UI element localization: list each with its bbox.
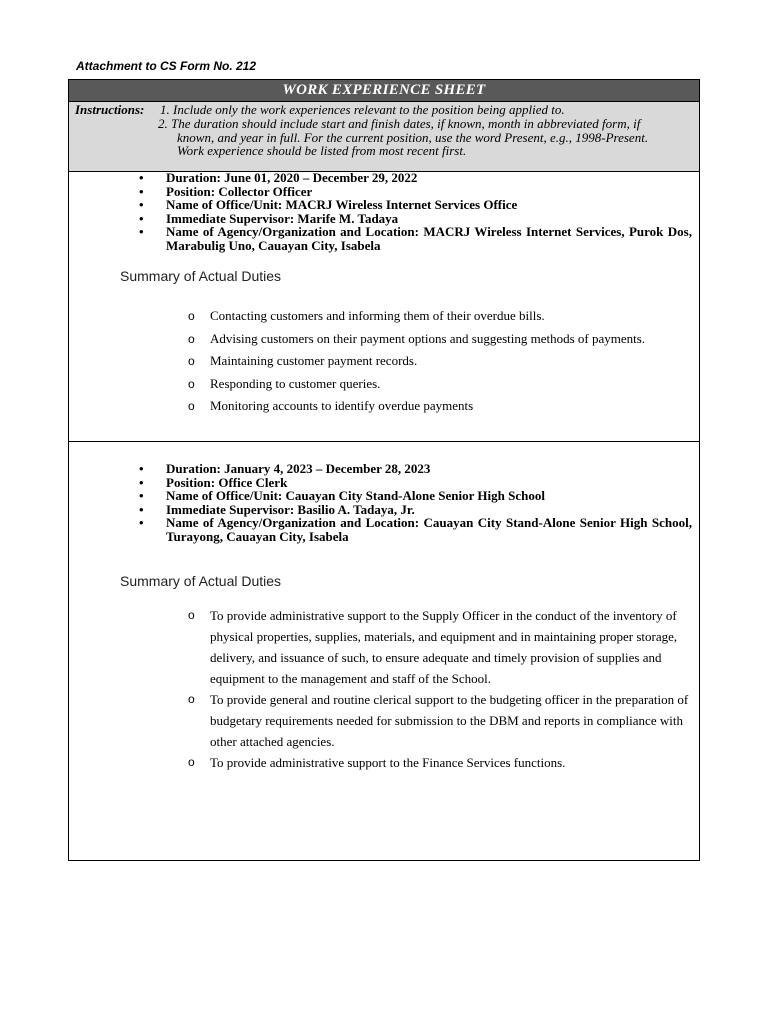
- detail-supervisor: [139, 503, 692, 517]
- detail-text: Duration: June 01, 2020 – December 29, 2022: [166, 170, 418, 185]
- circle-bullet-icon: o: [188, 309, 195, 323]
- detail-position: [139, 476, 692, 490]
- duty-text: Maintaining customer payment records.: [210, 353, 418, 368]
- duty-text: Contacting customers and informing them of their overdue bills.: [210, 308, 545, 323]
- detail-duration: [139, 171, 692, 185]
- work-experience-entry: [69, 172, 699, 442]
- circle-bullet-icon: o: [188, 331, 195, 346]
- detail-office-unit: [139, 489, 692, 503]
- attachment-label: Attachment to CS Form No. 212: [76, 59, 257, 73]
- summary-title: Summary of Actual Duties: [120, 573, 282, 589]
- sheet-title: WORK EXPERIENCE SHEET: [69, 80, 699, 102]
- detail-agency-location: [139, 225, 692, 252]
- duty-text: To provide general and routine clerical support to the budgeting officer in the preparation of budgetary requirements needed for submission to the DBM and reports in compliance with other attached agencies.: [210, 692, 689, 749]
- circle-bullet-icon: o: [188, 692, 195, 706]
- duty-text: To provide administrative support to the Finance Services functions.: [210, 755, 566, 770]
- detail-position: [139, 185, 692, 199]
- instruction-item-2: [158, 117, 688, 158]
- duties-list: [187, 308, 692, 421]
- detail-text: Position: Collector Officer: [166, 183, 313, 199]
- bullet-icon: •: [139, 488, 144, 504]
- instruction-item-2-line: known, and year in full. For the current position, use the word Present, e.g., 1998-Present.: [177, 129, 649, 145]
- duty-item: [187, 605, 692, 689]
- circle-bullet-icon: o: [188, 755, 195, 769]
- duty-item: [187, 689, 692, 752]
- entry-details-list: [139, 462, 692, 544]
- detail-text: Duration: January 4, 2023 – December 28, 2023: [166, 461, 431, 476]
- bullet-icon: •: [139, 474, 144, 490]
- duty-text: Monitoring accounts to identify overdue payments: [210, 398, 474, 413]
- summary-title: Summary of Actual Duties: [120, 268, 282, 284]
- detail-text: Position: Office Clerk: [166, 474, 288, 490]
- entry-details-list: [139, 171, 692, 253]
- detail-duration: [139, 462, 692, 476]
- detail-text: Immediate Supervisor: Basilio A. Tadaya, Jr.: [166, 501, 415, 517]
- work-experience-entry: [69, 443, 699, 860]
- work-experience-sheet: [68, 79, 700, 861]
- bullet-icon: •: [139, 501, 144, 517]
- circle-bullet-icon: o: [188, 608, 195, 622]
- duty-item: [187, 353, 692, 369]
- detail-text: Name of Agency/Organization and Location: Cauayan City Stand-Alone Senior High School, Turayong, Cauayan City, Isabela: [166, 515, 692, 544]
- detail-supervisor: [139, 212, 692, 226]
- instructions-box: [69, 102, 699, 172]
- duty-item: [187, 331, 692, 347]
- duty-text: To provide administrative support to the Supply Officer in the conduct of the inventory of physical properties, supplies, materials, and equipment and in maintaining proper storage, delivery, and issuance of such, to ensure adequate and timely provision of supplies and equipment to the management and staff of the School.: [210, 608, 678, 686]
- circle-bullet-icon: o: [188, 399, 195, 413]
- instruction-item-2-line: 2. The duration should include start and finish dates, if known, month in abbreviated form, if: [158, 116, 641, 131]
- detail-text: Name of Office/Unit: Cauayan City Stand-Alone Senior High School: [166, 488, 545, 504]
- circle-bullet-icon: o: [188, 376, 195, 391]
- duty-text: Advising customers on their payment options and suggesting methods of payments.: [210, 330, 646, 346]
- bullet-icon: •: [139, 197, 144, 213]
- detail-agency-location: [139, 516, 692, 543]
- bullet-icon: •: [139, 210, 144, 226]
- detail-text: Immediate Supervisor: Marife M. Tadaya: [166, 210, 399, 226]
- bullet-icon: •: [139, 183, 144, 199]
- detail-office-unit: [139, 198, 692, 212]
- duty-item: [187, 376, 692, 392]
- bullet-icon: •: [139, 224, 144, 240]
- detail-text: Name of Agency/Organization and Location: MACRJ Wireless Internet Services, Purok Dos, Marabulig Uno, Cauayan City, Isabela: [166, 224, 692, 253]
- bullet-icon: •: [139, 170, 144, 185]
- circle-bullet-icon: o: [188, 354, 195, 368]
- duty-item: [187, 308, 692, 324]
- duty-item: [187, 752, 692, 773]
- instructions-label: Instructions:: [75, 102, 145, 117]
- instruction-item-2-line: Work experience should be listed from most recent first.: [177, 143, 467, 158]
- detail-text: Name of Office/Unit: MACRJ Wireless Internet Services Office: [166, 197, 518, 213]
- instruction-item-1: 1. Include only the work experiences relevant to the position being applied to.: [160, 102, 565, 117]
- bullet-icon: •: [139, 461, 144, 476]
- bullet-icon: •: [139, 515, 144, 531]
- duty-item: [187, 398, 692, 414]
- duties-list: [187, 605, 692, 773]
- duty-text: Responding to customer queries.: [210, 375, 381, 391]
